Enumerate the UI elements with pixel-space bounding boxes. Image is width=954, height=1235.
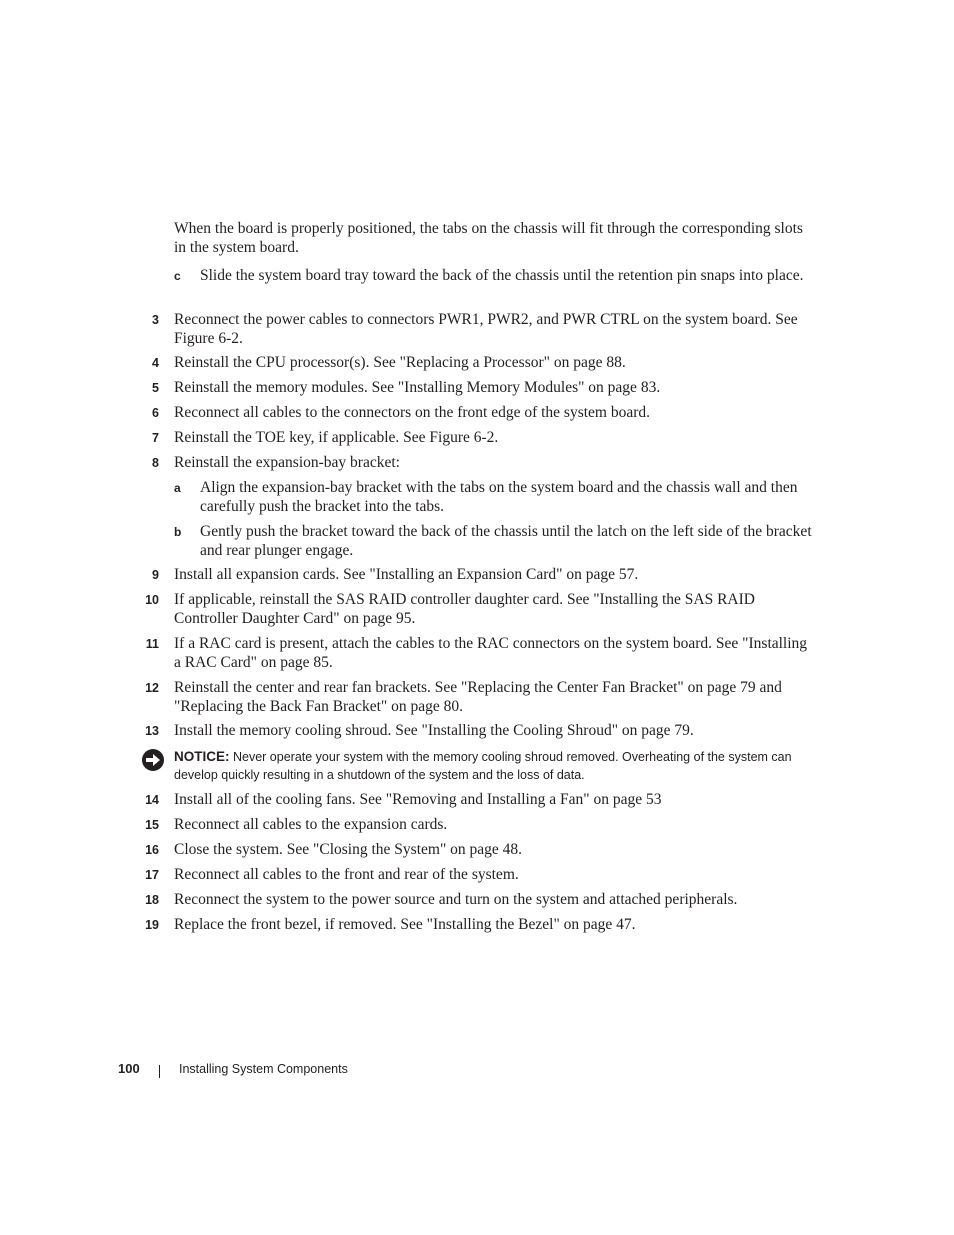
step-number: 8 (152, 456, 159, 470)
substep-text: Align the expansion-bay bracket with the tabs on the system board and the chassis wall and then carefully push the bracket into the tabs. (200, 479, 798, 515)
step-number: 16 (145, 843, 159, 857)
step-number: 3 (152, 313, 159, 327)
page-footer (0, 1061, 954, 1081)
page-number: 100 (118, 1061, 140, 1076)
substep-text: Slide the system board tray toward the back of the chassis until the retention pin snaps into place. (200, 267, 804, 284)
notice-arrow-icon (141, 748, 165, 772)
step-text: If a RAC card is present, attach the cables to the RAC connectors on the system board. See "Installing a RAC Card" on page 85. (174, 635, 808, 671)
step-text: Install the memory cooling shroud. See "Installing the Cooling Shroud" on page 79. (174, 722, 694, 739)
substep-letter: c (174, 269, 181, 283)
step-number: 18 (145, 893, 159, 907)
step-number: 14 (145, 793, 159, 807)
step-number: 5 (152, 381, 159, 395)
substep-text: Gently push the bracket toward the back of the chassis until the latch on the left side of the bracket and rear plunger engage. (200, 523, 812, 559)
step-text: Reinstall the expansion-bay bracket: (174, 454, 400, 471)
step-text: Reinstall the CPU processor(s). See "Replacing a Processor" on page 88. (174, 354, 626, 371)
step-text: If applicable, reinstall the SAS RAID controller daughter card. See "Installing the SAS RAID Controller Daughter Card" on page 95. (174, 591, 755, 627)
intro-paragraph: When the board is properly positioned, the tabs on the chassis will fit through the corresponding slots in the system board. (174, 220, 803, 256)
step-text: Install all of the cooling fans. See "Removing and Installing a Fan" on page 53 (174, 791, 662, 808)
step-text: Reinstall the center and rear fan brackets. See "Replacing the Center Fan Bracket" on page 79 and "Replacing the Back Fan Bracket" on page 80. (174, 679, 782, 715)
step-text: Reinstall the memory modules. See "Installing Memory Modules" on page 83. (174, 379, 661, 396)
step-text: Close the system. See "Closing the System" on page 48. (174, 841, 523, 858)
step-text: Reconnect the power cables to connectors PWR1, PWR2, and PWR CTRL on the system board. See Figure 6-2. (174, 311, 798, 347)
step-number: 17 (145, 868, 159, 882)
step-number: 12 (145, 681, 159, 695)
substep-letter: b (174, 525, 182, 539)
step-text: Replace the front bezel, if removed. See "Installing the Bezel" on page 47. (174, 916, 636, 933)
step-text: Reconnect all cables to the front and rear of the system. (174, 866, 519, 883)
step-number: 9 (152, 568, 159, 582)
notice-label: NOTICE: (174, 749, 230, 764)
step-text: Reinstall the TOE key, if applicable. See Figure 6-2. (174, 429, 499, 446)
chapter-title: Installing System Components (179, 1062, 348, 1076)
step-text: Reconnect the system to the power source and turn on the system and attached peripherals. (174, 891, 738, 908)
step-number: 13 (145, 724, 159, 738)
notice-body: Never operate your system with the memory cooling shroud removed. Overheating of the system can develop quickly resulting in a shutdown of the system and the loss of data. (174, 750, 792, 782)
step-number: 11 (145, 637, 159, 651)
step-number: 15 (145, 818, 159, 832)
step-number: 6 (152, 406, 159, 420)
footer-divider (159, 1065, 160, 1078)
step-number: 4 (152, 356, 159, 370)
notice-text (174, 748, 814, 784)
substep-letter: a (174, 481, 181, 495)
step-number: 7 (152, 431, 159, 445)
step-number: 19 (145, 918, 159, 932)
step-text: Reconnect all cables to the expansion cards. (174, 816, 448, 833)
step-text: Reconnect all cables to the connectors on the front edge of the system board. (174, 404, 651, 421)
step-number: 10 (145, 593, 159, 607)
step-text: Install all expansion cards. See "Installing an Expansion Card" on page 57. (174, 566, 639, 583)
